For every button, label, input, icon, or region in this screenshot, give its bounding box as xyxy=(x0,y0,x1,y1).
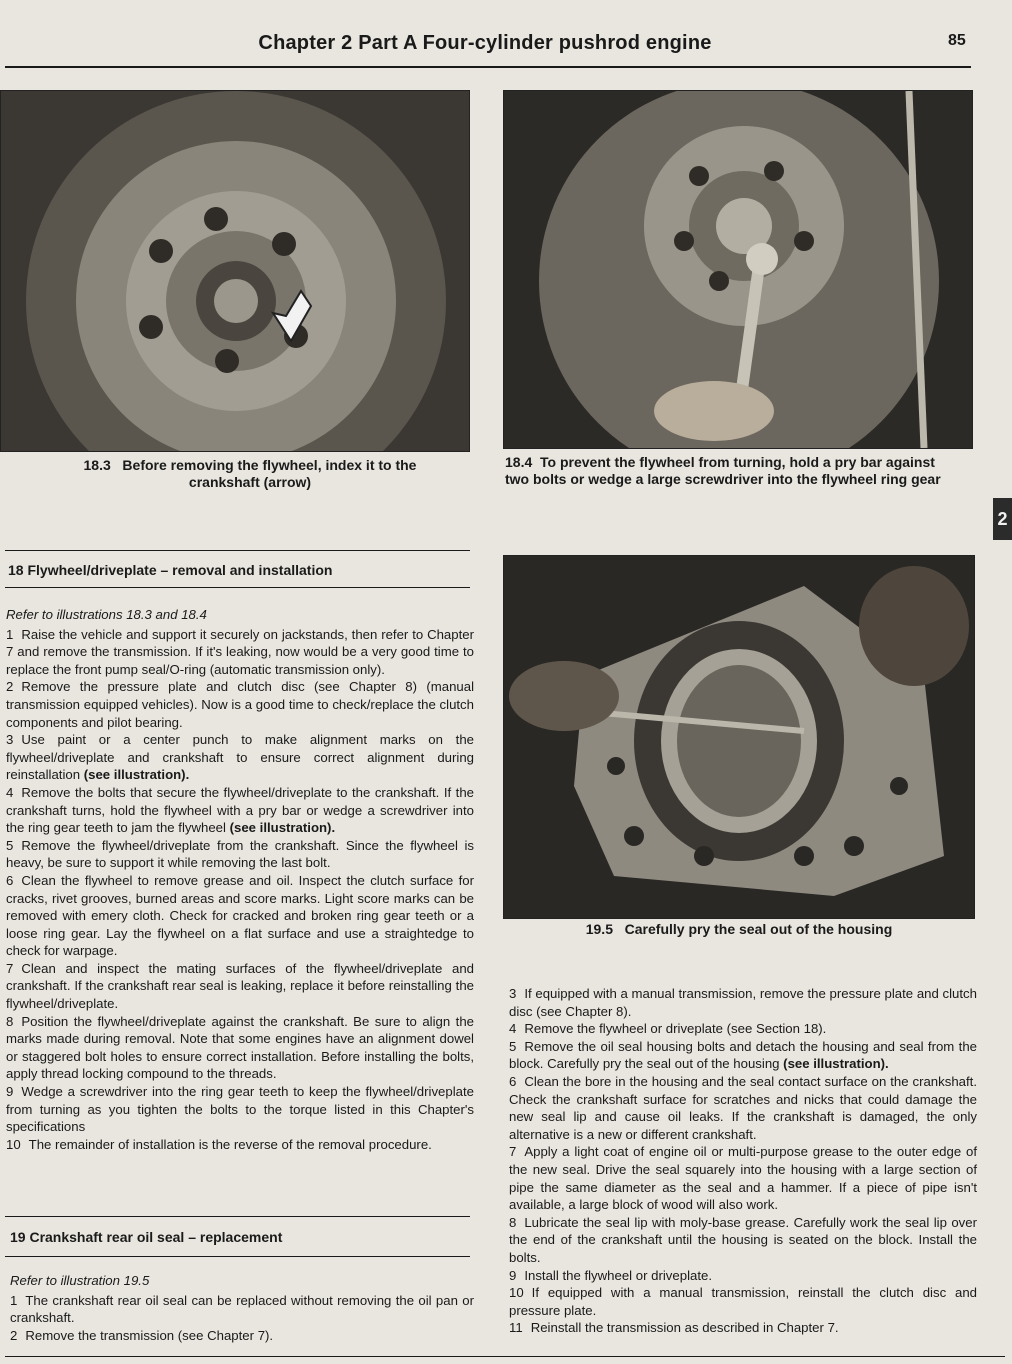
footer-rule xyxy=(5,1356,1005,1357)
figure-number: 18.4 xyxy=(505,454,533,470)
step-paragraph: 1 Raise the vehicle and support it securely on jackstands, then refer to Chapter 7 and remove the transmission. If it's leaking, now would be a very good time to replace the front pump seal/O-ring (automatic transmission only). xyxy=(6,626,474,677)
step-paragraph: 6 Clean the bore in the housing and the seal contact surface on the crankshaft. Check the crankshaft surface for scratches and nicks that could damage the new seal lip and cause oil leaks. If the crankshaft is damaged, the only alternative is a new or different crankshaft. xyxy=(509,1073,977,1142)
step-paragraph: 11 Reinstall the transmission as described in Chapter 7. xyxy=(509,1320,839,1336)
page-number: 85 xyxy=(948,32,966,49)
step-paragraph: 4 Remove the flywheel or driveplate (see Section 18). xyxy=(509,1021,827,1037)
flywheel-illustration xyxy=(1,91,469,451)
step-paragraph: 3 Use paint or a center punch to make alignment marks on the flywheel/driveplate and crankshaft to ensure correct alignment during reinstallation (see illustration). xyxy=(6,732,474,783)
section-18-body xyxy=(6,606,474,1153)
step-paragraph: 8 Lubricate the seal lip with moly-base grease. Carefully work the seal lip over the end of the crankshaft until the housing is seated on the block. Install the bolts. xyxy=(509,1214,977,1265)
see-illustration-ref: (see illustration). xyxy=(229,820,336,836)
step-paragraph: 8 Position the flywheel/driveplate against the crankshaft. Be sure to align the marks made during removal. Note that some engines have an alignment dowel or staggered bolt holes to ensure correct installation. Before installing the bolts, apply thread locking compound to the threads. xyxy=(6,1013,474,1082)
section-rule xyxy=(5,550,470,551)
step-paragraph: 5 Remove the oil seal housing bolts and detach the housing and seal from the block. Carefully pry the seal out of the housing (see illustration). xyxy=(509,1038,977,1072)
step-paragraph: 7 Apply a light coat of engine oil or multi-purpose grease to the outer edge of the new seal. Drive the seal squarely into the housing with a large section of pipe the same diameter as the seal and a hammer. If a piece of pipe isn't available, a large block of wood will also work. xyxy=(509,1144,977,1213)
see-illustration-ref: (see illustration). xyxy=(83,767,190,783)
step-paragraph: 5 Remove the flywheel/driveplate from the crankshaft. Since the flywheel is heavy, be sure to support it while removing the last bolt. xyxy=(6,837,474,871)
figure-18-3-caption xyxy=(40,457,460,491)
see-illustration-ref: (see illustration). xyxy=(783,1056,889,1072)
step-paragraph: 10 If equipped with a manual transmission, reinstall the clutch disc and pressure plate. xyxy=(509,1285,977,1318)
figure-number: 19.5 xyxy=(585,921,613,937)
header-rule xyxy=(5,66,971,68)
section-rule xyxy=(5,587,470,588)
step-paragraph: 9 Install the flywheel or driveplate. xyxy=(509,1267,712,1283)
section-19-reference: Refer to illustration 19.5 xyxy=(10,1273,150,1288)
ratchet-illustration xyxy=(504,91,972,448)
photo-flywheel-index-mark xyxy=(0,90,470,452)
step-paragraph: 2 Remove the pressure plate and clutch disc (see Chapter 8) (manual transmission equipped vehicles). Now is a good time to check/replace the clutch components and pilot bearing. xyxy=(6,679,474,730)
section-19-title: 19 Crankshaft rear oil seal – replacement xyxy=(10,1229,283,1245)
section-19-body-left xyxy=(10,1272,474,1344)
step-paragraph: 10 The remainder of installation is the reverse of the removal procedure. xyxy=(6,1136,432,1152)
step-paragraph: 6 Clean the flywheel to remove grease and oil. Inspect the clutch surface for cracks, rivet grooves, burned areas and score marks. Light score marks can be removed with emery cloth. Check for cracked and broken ring gear teeth or a loose ring gear. Lay the flywheel on a flat surface and use a straightedge to check for warpage. xyxy=(6,872,474,959)
caption-line: crankshaft (arrow) xyxy=(188,474,312,490)
figure-18-4-caption xyxy=(505,454,975,488)
section-rule xyxy=(5,1256,470,1257)
caption-line: Carefully pry the seal out of the housing xyxy=(624,921,893,937)
caption-line: Before removing the flywheel, index it to the xyxy=(122,457,417,473)
figure-19-5-caption xyxy=(505,921,973,938)
step-paragraph: 3 If equipped with a manual transmission, remove the pressure plate and clutch disc (see Chapter 8). xyxy=(509,986,977,1019)
step-paragraph: 7 Clean and inspect the mating surfaces of the flywheel/driveplate and crankshaft. If the crankshaft rear seal is leaking, replace it before reinstalling the flywheel/driveplate. xyxy=(6,960,474,1012)
section-18-reference: Refer to illustrations 18.3 and 18.4 xyxy=(6,607,207,622)
step-paragraph: 4 Remove the bolts that secure the flywheel/driveplate to the crankshaft. If the crankshaft turns, hold the flywheel with a pry bar or wedge a screwdriver into the ring gear teeth to jam the flywheel (see illustration). xyxy=(6,784,474,836)
caption-line: To prevent the flywheel from turning, hold a pry bar against xyxy=(540,454,935,470)
chapter-tab-marker: 2 xyxy=(993,498,1012,540)
photo-flywheel-ratchet xyxy=(503,90,973,449)
seal-housing-illustration xyxy=(504,556,974,918)
caption-line: two bolts or wedge a large screwdriver into the flywheel ring gear xyxy=(505,471,941,487)
section-rule xyxy=(5,1216,470,1217)
figure-number: 18.3 xyxy=(83,457,111,473)
step-paragraph: 1 The crankshaft rear oil seal can be replaced without removing the oil pan or crankshaft. xyxy=(10,1292,474,1326)
section-18-title: 18 Flywheel/driveplate – removal and installation xyxy=(8,562,333,578)
section-19-body-right xyxy=(509,985,977,1337)
step-paragraph: 2 Remove the transmission (see Chapter 7). xyxy=(10,1327,274,1343)
photo-seal-housing xyxy=(503,555,975,919)
step-paragraph: 9 Wedge a screwdriver into the ring gear teeth to keep the flywheel/driveplate from turning as you tighten the bolts to the torque listed in this Chapter's specifications xyxy=(6,1084,474,1135)
page-title: Chapter 2 Part A Four-cylinder pushrod engine xyxy=(258,32,712,54)
